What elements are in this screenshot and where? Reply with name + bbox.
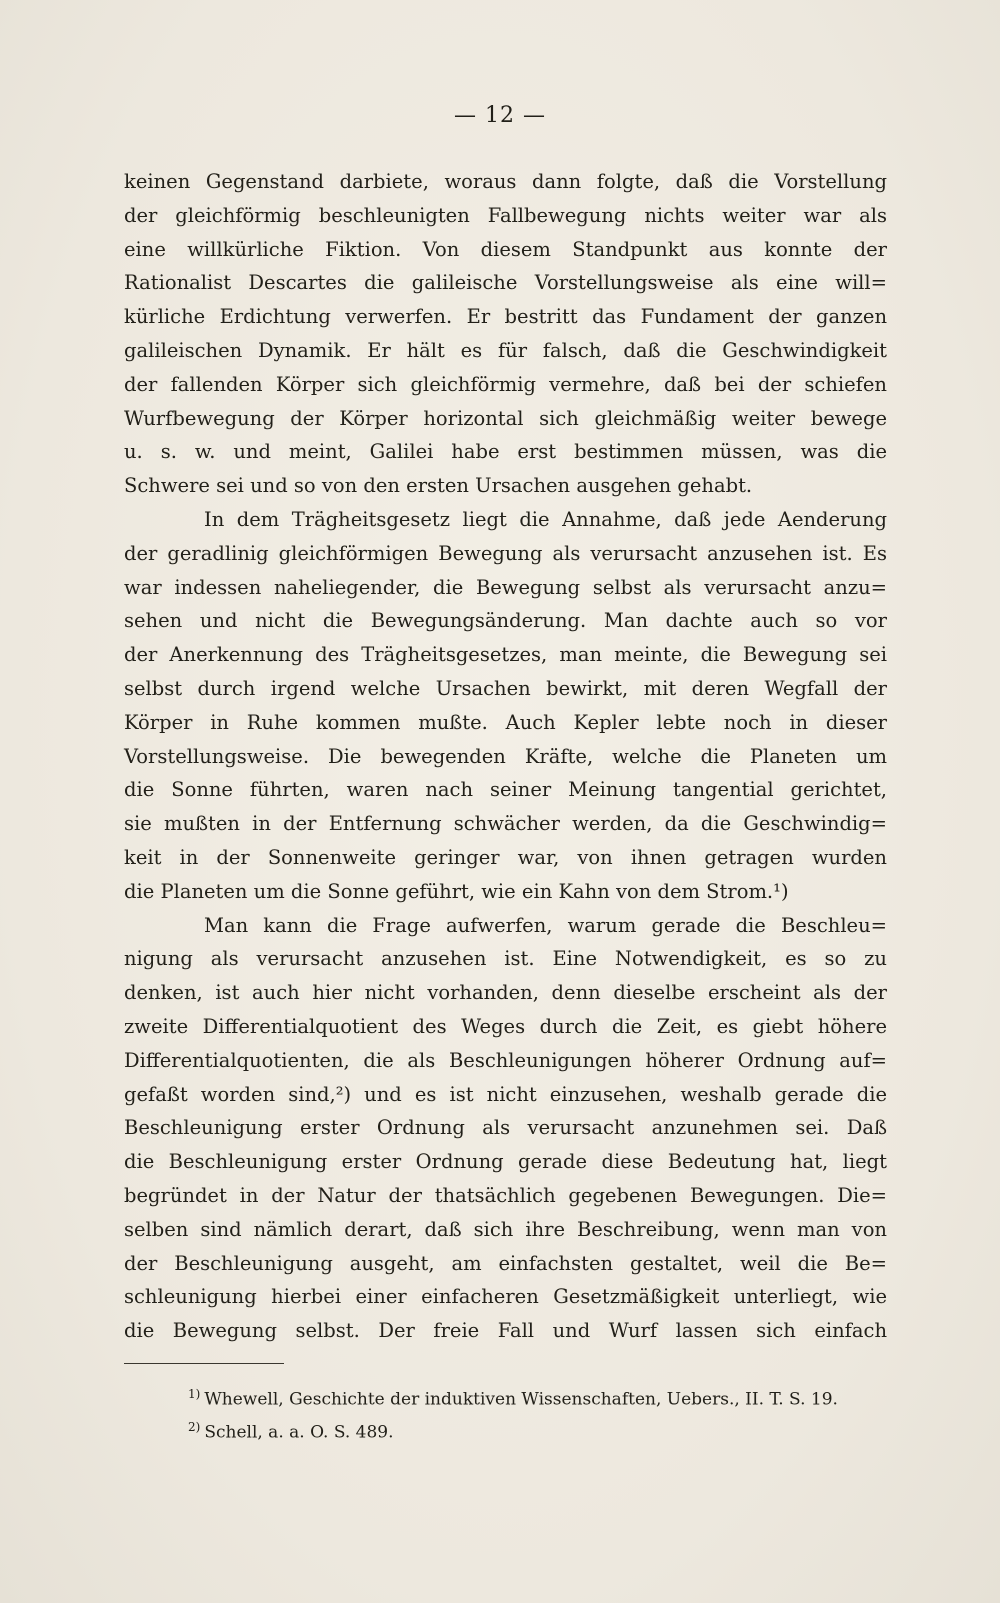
footnote-rule [124, 1363, 284, 1364]
text-line: Körper in Ruhe kommen mußte. Auch Kepler lebte noch in dieser [124, 710, 887, 734]
text-line: Beschleunigung erster Ordnung als verursacht anzunehmen sei. Daß [124, 1116, 887, 1140]
text-line: galileischen Dynamik. Er hält es für falsch, daß die Geschwindigkeit [124, 338, 887, 362]
text-line: denken, ist auch hier nicht vorhanden, denn dieselbe erscheint als der [124, 981, 887, 1005]
text-line: selbst durch irgend welche Ursachen bewirkt, mit deren Wegfall der [124, 676, 887, 700]
text-line: eine willkürliche Fiktion. Von diesem Standpunkt aus konnte der [124, 237, 887, 261]
text-line: kürliche Erdichtung verwerfen. Er bestritt das Fundament der ganzen [124, 305, 887, 329]
text-line: begründet in der Natur der thatsächlich gegebenen Bewegungen. Die= [124, 1183, 887, 1207]
text-line: gefaßt worden sind,²) und es ist nicht einzusehen, weshalb gerade die [124, 1082, 887, 1106]
page-number: — 12 — [454, 103, 546, 128]
text-line: Schwere sei und so von den ersten Ursachen ausgehen gehabt. [124, 474, 753, 498]
text-line: u. s. w. und meint, Galilei habe erst bestimmen müssen, was die [124, 440, 887, 464]
text-line: der gleichförmig beschleunigten Fallbewegung nichts weiter war als [124, 203, 887, 227]
text-line: Wurfbewegung der Körper horizontal sich gleichmäßig weiter bewege [124, 406, 887, 430]
text-line: die Beschleunigung erster Ordnung gerade diese Bedeutung hat, liegt [124, 1150, 887, 1174]
footnote-text: Whewell, Geschichte der induktiven Wissenschaften, Uebers., II. T. S. 19. [204, 1389, 838, 1410]
text-line: In dem Trägheitsgesetz liegt die Annahme, daß jede Aenderung [204, 507, 887, 531]
text-line: sie mußten in der Entfernung schwächer werden, da die Geschwindig= [124, 812, 887, 836]
footnote [188, 1411, 888, 1444]
text-line: war indessen naheliegender, die Bewegung selbst als verursacht anzu= [124, 575, 887, 599]
text-line: Vorstellungsweise. Die bewegenden Kräfte, welche die Planeten um [124, 744, 887, 768]
text-line: der Beschleunigung ausgeht, am einfachsten gestaltet, weil die Be= [124, 1251, 887, 1275]
text-line: Differentialquotienten, die als Beschleunigungen höherer Ordnung auf= [124, 1048, 887, 1072]
text-line: der fallenden Körper sich gleichförmig vermehre, daß bei der schiefen [124, 372, 887, 396]
text-line: keinen Gegenstand darbiete, woraus dann folgte, daß die Vorstellung [124, 170, 887, 193]
text-line: sehen und nicht die Bewegungsänderung. Man dachte auch so vor [124, 609, 887, 633]
text-line: die Sonne führten, waren nach seiner Meinung tangential gerichtet, [124, 778, 887, 802]
text-line: Man kann die Frage aufwerfen, warum gerade die Beschleu= [204, 913, 887, 937]
footnote-mark: 1) [188, 1387, 201, 1401]
text-line: nigung als verursacht anzusehen ist. Eine Notwendigkeit, es so zu [124, 947, 887, 971]
text-line: die Bewegung selbst. Der freie Fall und Wurf lassen sich einfach [124, 1319, 887, 1343]
text-line: schleunigung hierbei einer einfacheren Gesetzmäßigkeit unterliegt, wie [124, 1285, 887, 1309]
footnote [188, 1378, 888, 1411]
text-line: selben sind nämlich derart, daß sich ihre Beschreibung, wenn man von [124, 1217, 887, 1241]
text-line: der geradlinig gleichförmigen Bewegung als verursacht anzusehen ist. Es [124, 541, 887, 565]
text-line: der Anerkennung des Trägheitsgesetzes, man meinte, die Bewegung sei [124, 643, 887, 667]
footnote-text: Schell, a. a. O. S. 489. [204, 1422, 394, 1443]
text-line: keit in der Sonnenweite geringer war, von ihnen getragen wurden [124, 845, 887, 869]
text-line: Rationalist Descartes die galileische Vorstellungsweise als eine will= [124, 271, 887, 295]
footnotes [188, 1378, 888, 1444]
body-text [124, 165, 887, 1348]
text-line: die Planeten um die Sonne geführt, wie ein Kahn von dem Strom.¹) [124, 879, 789, 903]
text-line: zweite Differentialquotient des Weges durch die Zeit, es giebt höhere [124, 1014, 887, 1038]
footnote-mark: 2) [188, 1420, 201, 1434]
